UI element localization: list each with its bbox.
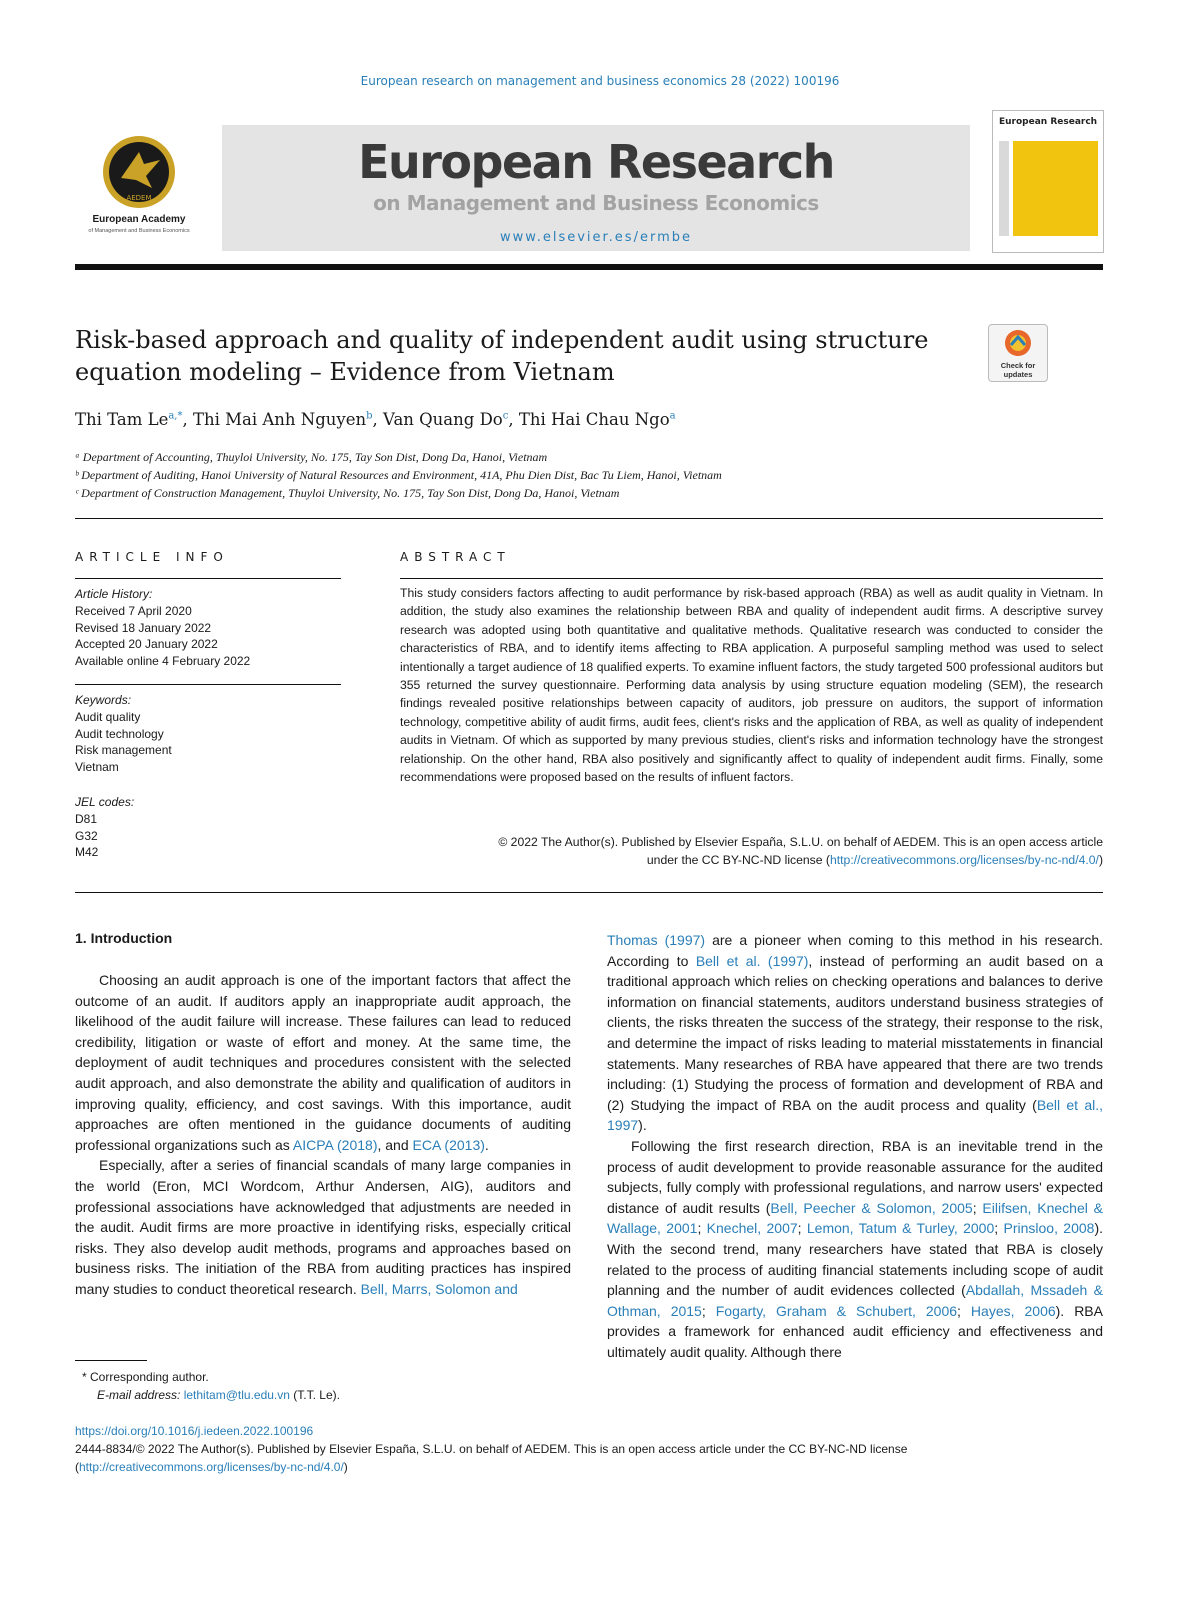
section-heading: 1. Introduction xyxy=(75,930,173,946)
copyright-line: © 2022 The Author(s). Published by Elsevier España, S.L.U. on behalf of AEDEM. This is an open access article xyxy=(498,835,1103,849)
cover-title: European Research xyxy=(999,117,1098,127)
license-suffix: ) xyxy=(1098,853,1103,868)
header-rule xyxy=(75,264,1103,270)
jel-code: G32 xyxy=(75,828,98,843)
article-info-rule xyxy=(75,578,341,579)
jel-code: M42 xyxy=(75,845,99,860)
author-affil-sup[interactable]: a xyxy=(669,410,676,422)
keywords-label: Keywords: xyxy=(75,693,132,707)
affiliation-c: ᶜ Department of Construction Management, Thuyloi University, No. 175, Tay Son Dist, Dong Da, Hanoi, Vietnam xyxy=(75,486,620,500)
email-footnote: E-mail address: lethitam@tlu.edu.vn (T.T. Le). xyxy=(97,1388,340,1402)
bottom-license-link[interactable]: http://creativecommons.org/licenses/by-nc-nd/4.0/ xyxy=(79,1460,344,1474)
author-name[interactable]: Thi Hai Chau Ngo xyxy=(518,410,670,429)
banner-subtitle: on Management and Business Economics xyxy=(373,191,819,215)
citation-link[interactable]: Bell, Marrs, Solomon and xyxy=(360,1280,518,1297)
article-history xyxy=(75,586,250,670)
keyword-item: Vietnam xyxy=(75,760,119,775)
history-rule xyxy=(75,684,341,685)
citation-link[interactable]: Fogarty, Graham & Schubert, 2006 xyxy=(715,1302,958,1319)
journal-cover-thumbnail[interactable] xyxy=(992,110,1104,253)
body-column-right xyxy=(607,930,1103,1362)
abstract-copyright xyxy=(400,833,1103,870)
license-prefix: under the CC BY-NC-ND license ( xyxy=(646,853,830,868)
abstract-text: This study considers factors affecting to audit performance by risk-based approach (RBA) as well as audit quality in Vietnam. In addition, the study also examines the relationship between RBA and quality of independent audit firms. A descriptive survey research was adopted using both quantitative and qualitative methods. Qualitative research was conducted to consider the characteristics of RBA, and to identify items affecting to RBA application. A purposeful sampling method was used to select intentionally a target audience of 18 qualified experts. To examine influent factors, the study targeted 500 professional auditors but 355 returned the survey questionnaire. Performing data analysis by using structure equation modeling (SEM), the research findings revealed positive relationships between capacity of auditors, job pressure on auditors, the support of information technology, competitive ability of audit firms, audit fees, client's risks and the application of RBA, as well as quality of independent audits in Vietnam. Of which as supported by many previous studies, client's risks and information technology have the strongest relationship. On the other hand, RBA also positively and significantly affect to quality of independent audit firms. Finally, some recommendations were proposed based on the results of influent factors. xyxy=(400,586,1103,785)
author-name[interactable]: Thi Tam Le xyxy=(75,410,169,429)
cover-yellow-panel xyxy=(1013,141,1098,236)
check-updates-icon xyxy=(989,325,1047,359)
citation-link[interactable]: Knechel, 2007 xyxy=(706,1220,798,1237)
citation-link[interactable]: Bell et al., 1997 xyxy=(607,1096,1103,1134)
history-accepted: Accepted 20 January 2022 xyxy=(75,637,218,652)
affiliation-a: ᵃ Department of Accounting, Thuyloi University, No. 175, Tay Son Dist, Dong Da, Hanoi, Vietnam xyxy=(75,450,548,464)
logo-title: European Academy xyxy=(92,214,186,225)
footnote-rule xyxy=(75,1360,147,1361)
body-column-left xyxy=(75,970,571,1300)
journal-url-link[interactable]: www.elsevier.es/ermbe xyxy=(500,230,692,245)
article-title: Risk-based approach and quality of independent audit using structure equation modeling – Evidence from Vietnam xyxy=(75,326,929,386)
banner-title: European Research xyxy=(358,135,834,189)
author-affil-sup[interactable]: c xyxy=(502,410,509,422)
keyword-item: Audit quality xyxy=(75,709,141,724)
citation-link[interactable]: Hayes, 2006 xyxy=(970,1302,1056,1319)
citation-link[interactable]: Eilifsen, Knechel & Wallage, 2001 xyxy=(607,1199,1104,1237)
abstract-heading: ABSTRACT xyxy=(400,550,511,564)
author-affil-sup[interactable]: b xyxy=(366,410,373,422)
citation-link[interactable]: ECA (2013) xyxy=(412,1136,485,1153)
article-info-heading: ARTICLE INFO xyxy=(75,550,229,564)
citation-link[interactable]: AICPA (2018) xyxy=(292,1136,378,1153)
check-for-updates-button[interactable] xyxy=(988,324,1048,382)
citation-link[interactable]: Lemon, Tatum & Turley, 2000 xyxy=(806,1220,995,1237)
history-online: Available online 4 February 2022 xyxy=(75,654,251,669)
abstract-bottom-rule xyxy=(75,892,1103,893)
logo-badge-text: AEDEM xyxy=(126,194,152,202)
paragraph: Especially, after a series of financial scandals of many large companies in the world (Eron, MCI Wordcom, Arthur Andersen, AIG), auditors and professional associations have acknowledged that adjustments are needed in the audit. Audit firms are more proactive in identifying risks, especially critical risks. They also develop audit methods, programs and approaches based on business risks. The initiation of the RBA from auditing practices has inspired many studies to conduct theoretical research. Bell, Marrs, Solomon and xyxy=(75,1157,571,1297)
cover-sidebar xyxy=(999,141,1009,236)
paragraph: Thomas (1997) are a pioneer when coming to this method in his research. According to Bell et al. (1997), instead of performing an audit based on a traditional approach which relies on checking operations and balances to derive information on financial statements, auditors understand business strategies of clients, the risks threaten the success of the strategy, their response to the risk, and determine the impact of risks leading to material misstatements in financial statements. Many researches of RBA have appeared that there are two trends including: (1) Studying the process of formation and development of RBA and (2) Studying the impact of RBA on the audit process and quality (Bell et al., 1997). xyxy=(607,932,1104,1134)
corresponding-author-note: * Corresponding author. xyxy=(82,1370,209,1384)
journal-banner xyxy=(222,125,970,251)
keyword-item: Audit technology xyxy=(75,726,164,741)
history-revised: Revised 18 January 2022 xyxy=(75,620,212,635)
jel-label: JEL codes: xyxy=(75,795,135,809)
jel-code: D81 xyxy=(75,811,98,826)
doi-link[interactable]: https://doi.org/10.1016/j.iedeen.2022.100196 xyxy=(75,1424,314,1438)
license-statement: 2444-8834/© 2022 The Author(s). Published by Elsevier España, S.L.U. on behalf of AEDEM. This is an open access article under the CC BY-NC-ND license xyxy=(75,1442,908,1456)
author-affil-sup[interactable]: a,* xyxy=(168,410,183,422)
history-received: Received 7 April 2020 xyxy=(75,603,192,618)
abstract-rule xyxy=(400,578,1103,579)
paragraph: Choosing an audit approach is one of the important factors that affect the outcome of an audit. If auditors apply an inappropriate audit approach, the likelihood of the audit failure will increase. These failures can lead to reduced credibility, litigation or waste of effort and money. At the same time, the deployment of audit techniques and procedures consistent with the selected audit approach, and also demonstrate the ability and qualification of auditors in improving quality, efficiency, and cost savings. With this importance, audit approaches are often mentioned in the guidance documents of auditing professional organizations such as AICPA (2018), and ECA (2013). xyxy=(75,972,571,1153)
aedem-logo xyxy=(76,130,202,246)
affiliation-b: ᵇ Department of Auditing, Hanoi University of Natural Resources and Environment, 41A, Phu Dien Dist, Bac Tu Liem, Hanoi, Vietnam xyxy=(75,468,722,482)
history-label: Article History: xyxy=(75,587,153,601)
email-link[interactable]: lethitam@tlu.edu.vn xyxy=(183,1388,290,1402)
jel-block xyxy=(75,794,134,861)
logo-subtitle: of Management and Business Economics xyxy=(88,228,190,234)
author-name[interactable]: Van Quang Do xyxy=(383,410,503,429)
check-updates-label: Check for updates xyxy=(1000,361,1036,379)
license-line xyxy=(400,851,1103,869)
license-link[interactable]: http://creativecommons.org/licenses/by-nc-nd/4.0/ xyxy=(830,853,1099,868)
citation-link[interactable]: Prinsloo, 2008 xyxy=(1003,1220,1095,1237)
author-list: Thi Tam $Le^{a,*}$, Thi Mai Anh Nguyen$^b$, Van Quang Do$^c$, Thi Hai Chau Ngo$^a$ xyxy=(75,410,676,429)
keyword-item: Risk management xyxy=(75,743,172,758)
bottom-license-line: (http://creativecommons.org/licenses/by-nc-nd/4.0/) xyxy=(75,1460,348,1474)
citation-link[interactable]: Abdallah, Mssadeh & Othman, 2015 xyxy=(607,1282,1103,1319)
journal-reference[interactable]: European research on management and business economics 28 (2022) 100196 xyxy=(360,74,840,88)
author-name[interactable]: Thi Mai Anh Nguyen xyxy=(192,410,367,429)
paragraph: Following the first research direction, RBA is an inevitable trend in the process of audit development to provide reasonable assurance for the audited subjects, fully comply with professional regulations, and narrow users' expected distance of audit results (Bell, Peecher & Solomon, 2005; Eilifsen, Knechel & Wallage, 2001; Knechel, 2007; Lemon, Tatum & Turley, 2000; Prinsloo, 2008). With the second trend, many researchers have stated that RBA is closely related to the process of auditing financial statements including scope of audit planning and the number of audit evidences collected (Abdallah, Mssadeh & Othman, 2015; Fogarty, Graham & Schubert, 2006; Hayes, 2006). RBA provides a framework for enhanced audit efficiency and effectiveness and ultimately audit quality. Although there xyxy=(607,1137,1104,1360)
citation-link[interactable]: Bell et al. (1997) xyxy=(695,952,809,969)
citation-link[interactable]: Thomas (1997) xyxy=(607,932,706,948)
citation-link[interactable]: Bell, Peecher & Solomon, 2005 xyxy=(770,1199,973,1216)
affiliation-rule xyxy=(75,518,1103,519)
keywords-block xyxy=(75,692,172,776)
